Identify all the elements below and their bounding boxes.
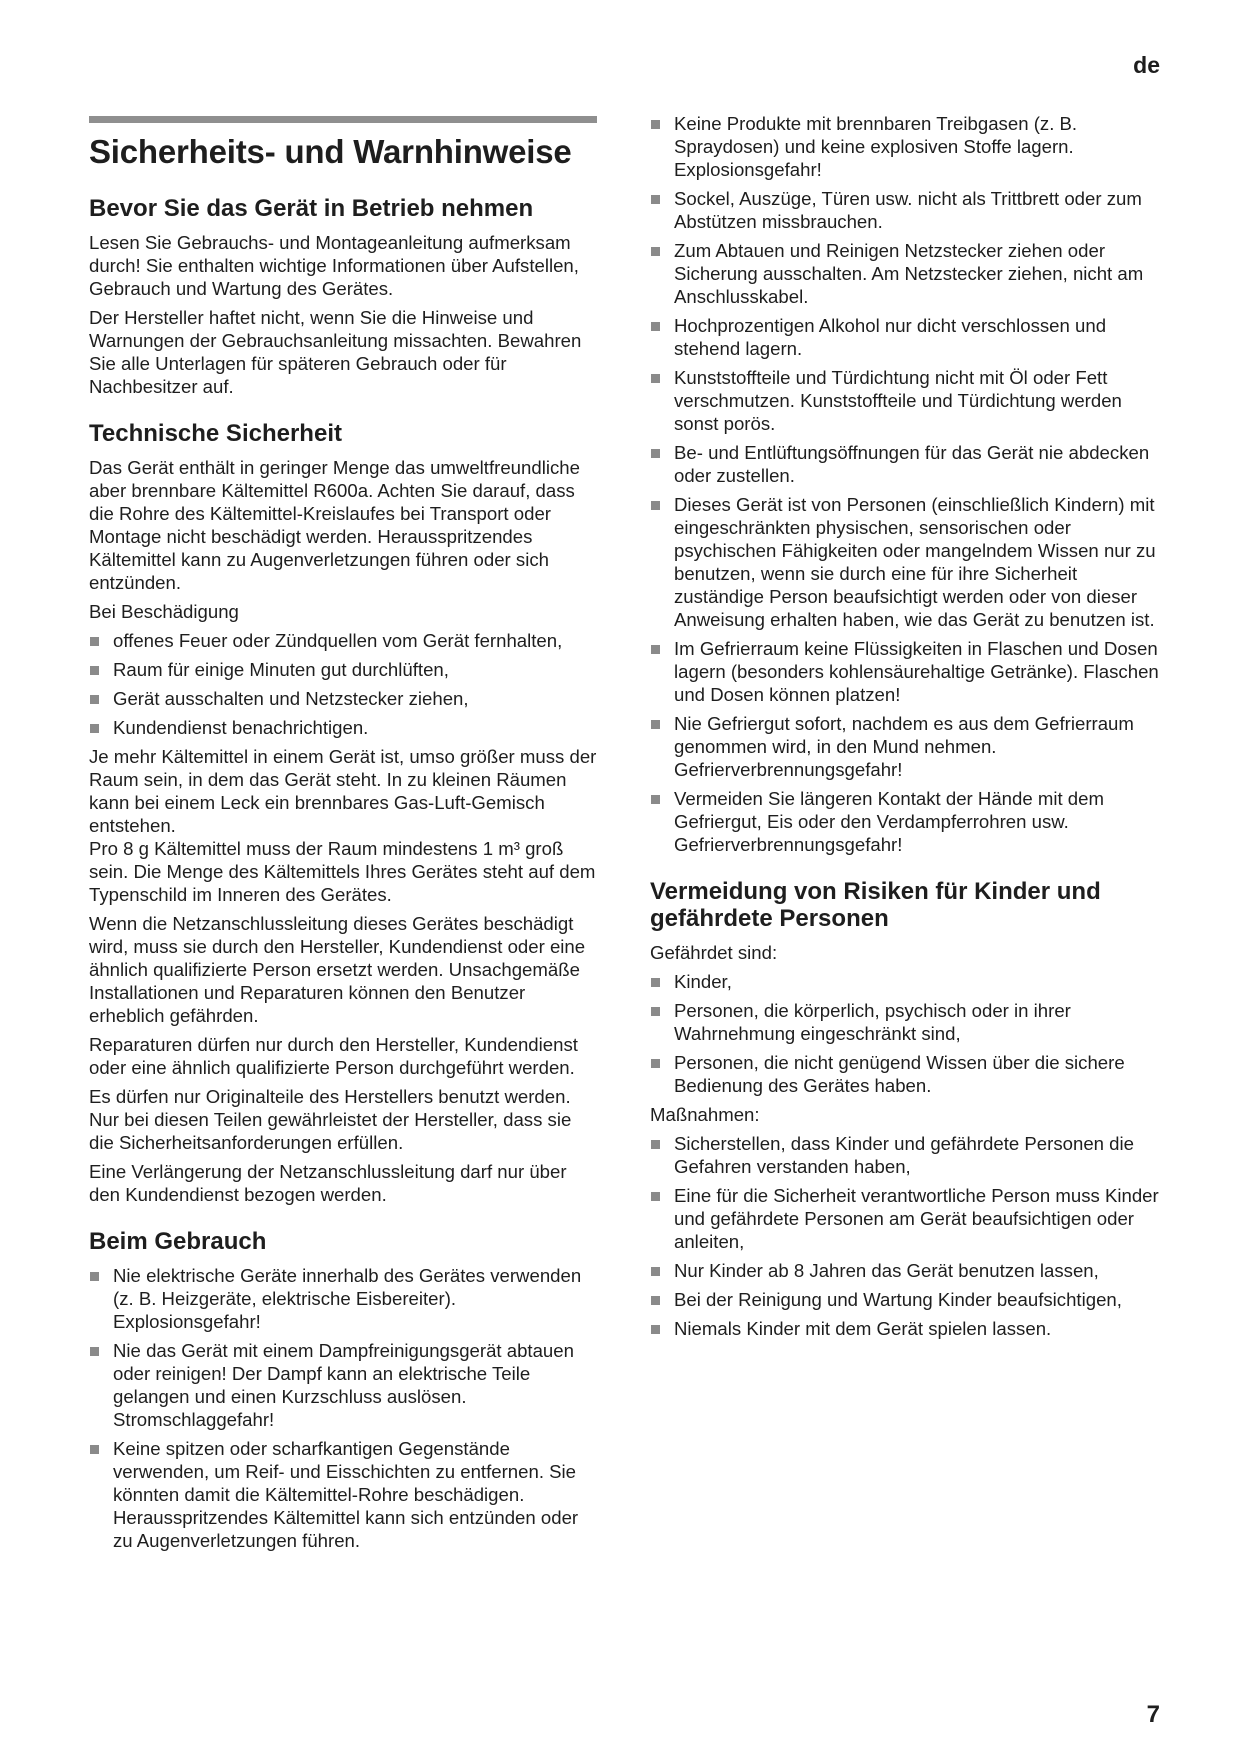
list-item: Kinder, bbox=[650, 970, 1162, 993]
damage-list bbox=[89, 629, 597, 739]
square-bullet-icon bbox=[651, 449, 660, 458]
list-item: Nur Kinder ab 8 Jahren das Gerät benutzen lassen, bbox=[650, 1259, 1162, 1282]
square-bullet-icon bbox=[651, 795, 660, 804]
list-item: Kundendienst benachrichtigen. bbox=[89, 716, 597, 739]
list-item: Vermeiden Sie längeren Kontakt der Hände mit dem Gefriergut, Eis oder den Verdampferrohren usw. Gefrierverbrennungsgefahr! bbox=[650, 787, 1162, 856]
section-heading-technical-safety: Technische Sicherheit bbox=[89, 420, 342, 447]
paragraph: Der Hersteller haftet nicht, wenn Sie die Hinweise und Warnungen der Gebrauchsanleitung missachten. Bewahren Sie alle Unterlagen für späteren Gebrauch oder für Nachbesitzer auf. bbox=[89, 307, 582, 397]
damage-label: Bei Beschädigung bbox=[89, 601, 239, 622]
paragraph: Je mehr Kältemittel in einem Gerät ist, umso größer muss der Raum sein, in dem das Gerät steht. In zu kleinen Räumen kann bei einem Leck ein brennbares Gas-Luft-Gemisch entstehen. Pro 8 g Kältemittel muss der Raum mindestens 1 m³ groß sein. Die Menge des Kältemittels Ihres Gerätes steht auf dem Typenschild im Inneren des Gerätes. bbox=[89, 746, 597, 905]
list-item: Personen, die nicht genügend Wissen über die sichere Bedienung des Gerätes haben. bbox=[650, 1051, 1162, 1097]
square-bullet-icon bbox=[651, 1325, 660, 1334]
list-item: Personen, die körperlich, psychisch oder in ihrer Wahrnehmung eingeschränkt sind, bbox=[650, 999, 1162, 1045]
square-bullet-icon bbox=[90, 724, 99, 733]
page-title: Sicherheits- und Warnhinweise bbox=[89, 133, 572, 170]
square-bullet-icon bbox=[651, 1267, 660, 1276]
language-code: de bbox=[1133, 52, 1160, 78]
square-bullet-icon bbox=[651, 1296, 660, 1305]
square-bullet-icon bbox=[651, 120, 660, 129]
square-bullet-icon bbox=[651, 978, 660, 987]
paragraph: Es dürfen nur Originalteile des Herstellers benutzt werden. Nur bei diesen Teilen gewährleistet der Hersteller, dass sie die Sicherheitsanforderungen erfüllen. bbox=[89, 1086, 572, 1153]
square-bullet-icon bbox=[651, 247, 660, 256]
list-item: Sicherstellen, dass Kinder und gefährdete Personen die Gefahren verstanden haben, bbox=[650, 1132, 1162, 1178]
list-item: Raum für einige Minuten gut durchlüften, bbox=[89, 658, 597, 681]
paragraph: Eine Verlängerung der Netzanschlussleitung darf nur über den Kundendienst bezogen werden. bbox=[89, 1161, 567, 1205]
list-item: offenes Feuer oder Zündquellen vom Gerät fernhalten, bbox=[89, 629, 597, 652]
list-item: Keine spitzen oder scharfkantigen Gegenstände verwenden, um Reif- und Eisschichten zu entfernen. Sie könnten damit die Kältemittel-Rohre beschädigen. Herausspritzendes Kältemittel kann sich entzünden oder zu Augenverletzungen führen. bbox=[89, 1437, 597, 1552]
square-bullet-icon bbox=[90, 1445, 99, 1454]
square-bullet-icon bbox=[90, 695, 99, 704]
square-bullet-icon bbox=[651, 374, 660, 383]
list-item: Be- und Entlüftungsöffnungen für das Gerät nie abdecken oder zustellen. bbox=[650, 441, 1162, 487]
section-heading-during-use: Beim Gebrauch bbox=[89, 1228, 267, 1255]
list-item: Nie elektrische Geräte innerhalb des Gerätes verwenden (z. B. Heizgeräte, elektrische Eisbereiter). Explosionsgefahr! bbox=[89, 1264, 597, 1333]
square-bullet-icon bbox=[90, 666, 99, 675]
endangered-list bbox=[650, 970, 1162, 1097]
list-item: Bei der Reinigung und Wartung Kinder beaufsichtigen, bbox=[650, 1288, 1162, 1311]
square-bullet-icon bbox=[651, 501, 660, 510]
list-item: Niemals Kinder mit dem Gerät spielen lassen. bbox=[650, 1317, 1162, 1340]
list-item: Eine für die Sicherheit verantwortliche Person muss Kinder und gefährdete Personen am Gerät beaufsichtigen oder anleiten, bbox=[650, 1184, 1162, 1253]
list-item: Kunststoffteile und Türdichtung nicht mit Öl oder Fett verschmutzen. Kunststoffteile und Türdichtung werden sonst porös. bbox=[650, 366, 1162, 435]
usage-list-continued bbox=[650, 112, 1162, 856]
square-bullet-icon bbox=[651, 1192, 660, 1201]
endangered-label: Gefährdet sind: bbox=[650, 942, 778, 963]
measures-label: Maßnahmen: bbox=[650, 1104, 760, 1125]
paragraph: Das Gerät enthält in geringer Menge das umweltfreundliche aber brennbare Kältemittel R600a. Achten Sie darauf, dass die Rohre des Kältemittel-Kreislaufes bei Transport oder Montage nicht beschädigt werden. Herausspritzendes Kältemittel kann zu Augenverletzungen führen oder sich entzünden. bbox=[89, 457, 580, 593]
list-item: Dieses Gerät ist von Personen (einschließlich Kindern) mit eingeschränkten physischen, sensorischen oder psychischen Fähigkeiten oder mangelndem Wissen nur zu benutzen, wenn sie durch eine für ihre Sicherheit zuständige Person beaufsichtigt werden oder von dieser Anweisung erhalten haben, wie das Gerät zu benutzen ist. bbox=[650, 493, 1162, 631]
section-heading-children-risks: Vermeidung von Risiken für Kinder und gefährdete Personen bbox=[650, 878, 1101, 932]
square-bullet-icon bbox=[651, 1007, 660, 1016]
page-number: 7 bbox=[1146, 1701, 1160, 1728]
list-item: Nie das Gerät mit einem Dampfreinigungsgerät abtauen oder reinigen! Der Dampf kann an elektrische Teile gelangen und einen Kurzschluss auslösen. Stromschlaggefahr! bbox=[89, 1339, 597, 1431]
square-bullet-icon bbox=[651, 720, 660, 729]
list-item: Gerät ausschalten und Netzstecker ziehen, bbox=[89, 687, 597, 710]
square-bullet-icon bbox=[90, 637, 99, 646]
usage-list bbox=[89, 1264, 597, 1552]
square-bullet-icon bbox=[651, 1140, 660, 1149]
list-item: Keine Produkte mit brennbaren Treibgasen (z. B. Spraydosen) und keine explosiven Stoffe lagern. Explosionsgefahr! bbox=[650, 112, 1162, 181]
square-bullet-icon bbox=[651, 195, 660, 204]
paragraph: Wenn die Netzanschlussleitung dieses Gerätes beschädigt wird, muss sie durch den Hersteller, Kundendienst oder eine ähnlich qualifizierte Person ersetzt werden. Unsachgemäße Installationen und Reparaturen können den Benutzer erheblich gefährden. bbox=[89, 913, 586, 1026]
square-bullet-icon bbox=[90, 1272, 99, 1281]
square-bullet-icon bbox=[651, 322, 660, 331]
title-divider bbox=[89, 116, 597, 123]
list-item: Nie Gefriergut sofort, nachdem es aus dem Gefrierraum genommen wird, in den Mund nehmen. Gefrierverbrennungsgefahr! bbox=[650, 712, 1162, 781]
list-item: Im Gefrierraum keine Flüssigkeiten in Flaschen und Dosen lagern (besonders kohlensäurehaltige Getränke). Flaschen und Dosen können platzen! bbox=[650, 637, 1162, 706]
square-bullet-icon bbox=[651, 1059, 660, 1068]
list-item: Hochprozentigen Alkohol nur dicht verschlossen und stehend lagern. bbox=[650, 314, 1162, 360]
paragraph: Lesen Sie Gebrauchs- und Montageanleitung aufmerksam durch! Sie enthalten wichtige Informationen über Aufstellen, Gebrauch und Wartung des Gerätes. bbox=[89, 232, 579, 299]
measures-list bbox=[650, 1132, 1162, 1340]
square-bullet-icon bbox=[651, 645, 660, 654]
list-item: Sockel, Auszüge, Türen usw. nicht als Trittbrett oder zum Abstützen missbrauchen. bbox=[650, 187, 1162, 233]
paragraph: Reparaturen dürfen nur durch den Hersteller, Kundendienst oder eine ähnlich qualifizierte Person durchgeführt werden. bbox=[89, 1034, 578, 1078]
square-bullet-icon bbox=[90, 1347, 99, 1356]
section-heading-before-use: Bevor Sie das Gerät in Betrieb nehmen bbox=[89, 195, 534, 222]
right-column bbox=[650, 112, 1162, 1346]
list-item: Zum Abtauen und Reinigen Netzstecker ziehen oder Sicherung ausschalten. Am Netzstecker ziehen, nicht am Anschlusskabel. bbox=[650, 239, 1162, 308]
left-column bbox=[89, 110, 597, 1558]
